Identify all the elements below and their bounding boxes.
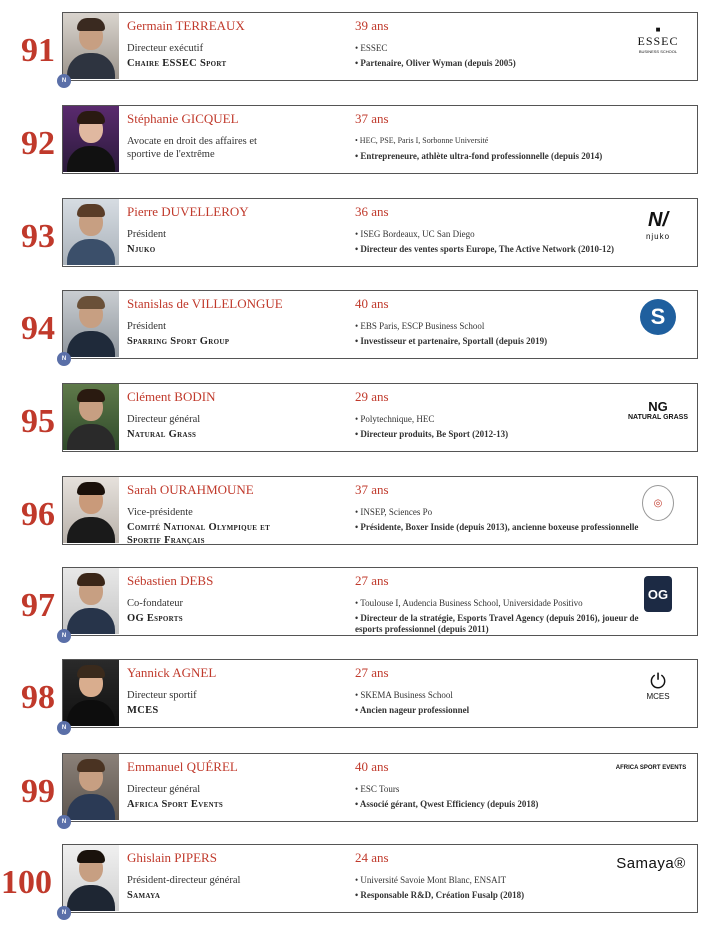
portrait-photo — [63, 477, 119, 543]
education-line: • ESSEC — [355, 43, 388, 53]
new-badge: N — [57, 352, 71, 366]
ranking-entry — [0, 659, 709, 743]
profile-card — [62, 198, 698, 267]
person-name: Stéphanie GICQUEL — [127, 111, 239, 126]
education-line: • INSEP, Sciences Po — [355, 507, 433, 517]
logo-subtext: njuko — [645, 232, 671, 241]
portrait-photo — [63, 384, 119, 450]
rank-number: 97 — [21, 587, 55, 624]
ranking-entry — [0, 383, 709, 467]
rank-number: 100 — [1, 864, 52, 901]
person-name: Stanislas de VILLELONGUE — [127, 296, 283, 311]
person-name: Emmanuel QUÉREL — [127, 759, 238, 774]
profile-card — [62, 476, 698, 545]
person-role: Directeur sportif — [127, 690, 197, 701]
profile-card — [62, 659, 698, 728]
profile-card — [62, 383, 698, 452]
samaya-logo — [611, 851, 691, 875]
rank-number: 93 — [21, 218, 55, 255]
rank-number: 98 — [21, 679, 55, 716]
ranking-entry — [0, 12, 709, 96]
logo-subtext: BUSINESS SCHOOL — [638, 48, 678, 54]
essec-logo: ■ ESSEC BUSINESS SCHOOL — [637, 24, 679, 54]
new-badge: N — [57, 721, 71, 735]
experience-line: • Partenaire, Oliver Wyman (depuis 2005) — [355, 58, 516, 68]
education-line: • ISEG Bordeaux, UC San Diego — [355, 229, 475, 239]
person-name: Clément BODIN — [127, 389, 216, 404]
person-age: 37 ans — [355, 482, 389, 497]
experience-line: • Présidente, Boxer Inside (depuis 2013), ancienne boxeuse professionnelle — [355, 522, 639, 532]
person-role: Avocate en droit des affaires et sportive de l'extrême — [127, 136, 257, 160]
person-age: 27 ans — [355, 665, 389, 680]
logo-text: N/ — [648, 209, 668, 231]
person-name: Yannick AGNEL — [127, 665, 217, 680]
profile-card — [62, 290, 698, 359]
education-line: • Université Savoie Mont Blanc, ENSAIT — [355, 875, 507, 885]
logo-text: OG — [644, 576, 672, 612]
ranking-entry — [0, 567, 709, 651]
person-role: Président-directeur général — [127, 875, 241, 886]
person-age: 40 ans — [355, 759, 389, 774]
person-role: Directeur général — [127, 784, 201, 795]
education-line: • EBS Paris, ESCP Business School — [355, 321, 485, 331]
logo-text: ESSEC — [637, 33, 679, 48]
sparring-logo — [625, 297, 691, 337]
ranking-entry — [0, 844, 709, 928]
education-line: • HEC, PSE, Paris I, Sorbonne Université — [355, 136, 489, 145]
person-age: 27 ans — [355, 573, 389, 588]
profile-card — [62, 12, 698, 81]
rank-number: 95 — [21, 403, 55, 440]
profile-card — [62, 753, 698, 822]
logo-text: Samaya® — [616, 854, 686, 872]
new-badge: N — [57, 906, 71, 920]
person-age: 29 ans — [355, 389, 389, 404]
portrait-photo — [63, 13, 119, 79]
logo-text: S — [640, 299, 676, 335]
portrait-photo — [63, 291, 119, 357]
experience-line: • Investisseur et partenaire, Sportall (depuis 2019) — [355, 336, 548, 346]
experience-line: • Ancien nageur professionnel — [355, 705, 470, 715]
rank-number: 99 — [21, 773, 55, 810]
person-role: Président — [127, 321, 167, 332]
ranking-entry — [0, 105, 709, 189]
person-name: Sébastien DEBS — [127, 573, 214, 588]
organization-name: Njuko — [127, 244, 156, 255]
portrait-photo — [63, 568, 119, 634]
profile-card — [62, 844, 698, 913]
portrait-photo — [63, 845, 119, 911]
new-badge: N — [57, 815, 71, 829]
person-role: Vice-présidente — [127, 507, 193, 518]
portrait-photo — [63, 660, 119, 726]
ranking-entry — [0, 476, 709, 560]
person-age: 37 ans — [355, 111, 389, 126]
portrait-photo — [63, 199, 119, 265]
njuko-logo — [625, 205, 691, 245]
person-role: Co-fondateur — [127, 598, 183, 609]
organization-name: Sparring Sport Group — [127, 336, 230, 347]
ranking-entry — [0, 198, 709, 282]
logo-subtext: MCES — [646, 691, 670, 701]
rank-number: 91 — [21, 32, 55, 69]
new-badge: N — [57, 629, 71, 643]
natural-grass-logo — [625, 390, 691, 430]
organization-name: OG Esports — [127, 613, 183, 624]
organization-name: Comité National Olympique et Sportif Français — [127, 522, 271, 546]
ranking-entry — [0, 753, 709, 837]
new-badge: N — [57, 74, 71, 88]
portrait-photo — [63, 106, 119, 172]
logo-text: NG — [648, 399, 668, 414]
experience-line: • Directeur produits, Be Sport (2012-13) — [355, 429, 509, 439]
person-name: Ghislain PIPERS — [127, 850, 217, 865]
experience-line: • Entrepreneure, athlète ultra-fond professionnelle (depuis 2014) — [355, 151, 603, 161]
og-esports-logo — [625, 574, 691, 614]
education-line: • ESC Tours — [355, 784, 400, 794]
portrait-photo — [63, 754, 119, 820]
education-line: • Toulouse I, Audencia Business School, Universidade Positivo — [355, 598, 583, 608]
experience-line: • Associé gérant, Qwest Efficiency (depuis 2018) — [355, 799, 539, 809]
person-name: Pierre DUVELLEROY — [127, 204, 249, 219]
person-role: Président — [127, 229, 167, 240]
rank-number: 96 — [21, 496, 55, 533]
logo-subtext: NATURAL GRASS — [627, 414, 689, 421]
person-name: Sarah OURAHMOUNE — [127, 482, 254, 497]
africa-sport-events-logo — [611, 756, 691, 780]
organization-name: Samaya — [127, 890, 161, 901]
person-age: 40 ans — [355, 296, 389, 311]
person-name: Germain TERREAUX — [127, 18, 245, 33]
organization-name: Chaire ESSEC Sport — [127, 58, 227, 69]
organization-name: MCES — [127, 705, 159, 716]
experience-line: • Directeur de la stratégie, Esports Travel Agency (depuis 2016), joueur de esports professionnel (depuis 2011) — [355, 613, 639, 634]
education-line: • SKEMA Business School — [355, 690, 453, 700]
profile-card — [62, 567, 698, 636]
person-age: 39 ans — [355, 18, 389, 33]
cnosf-logo: ◎ — [625, 483, 691, 523]
ranking-entry — [0, 290, 709, 374]
organization-name: Africa Sport Events — [127, 799, 224, 810]
mces-logo — [625, 666, 691, 706]
person-age: 36 ans — [355, 204, 389, 219]
experience-line: • Responsable R&D, Création Fusalp (2018) — [355, 890, 525, 900]
logo-text: AFRICA SPORT EVENTS — [615, 765, 687, 771]
rank-number: 92 — [21, 125, 55, 162]
organization-name: Natural Grass — [127, 429, 197, 440]
education-line: • Polytechnique, HEC — [355, 414, 435, 424]
experience-line: • Directeur des ventes sports Europe, The Active Network (2010-12) — [355, 244, 614, 254]
person-age: 24 ans — [355, 850, 389, 865]
rank-number: 94 — [21, 310, 55, 347]
profile-card — [62, 105, 698, 174]
person-role: Directeur exécutif — [127, 43, 204, 54]
person-role: Directeur général — [127, 414, 201, 425]
power-icon: ⏻ — [650, 670, 666, 693]
